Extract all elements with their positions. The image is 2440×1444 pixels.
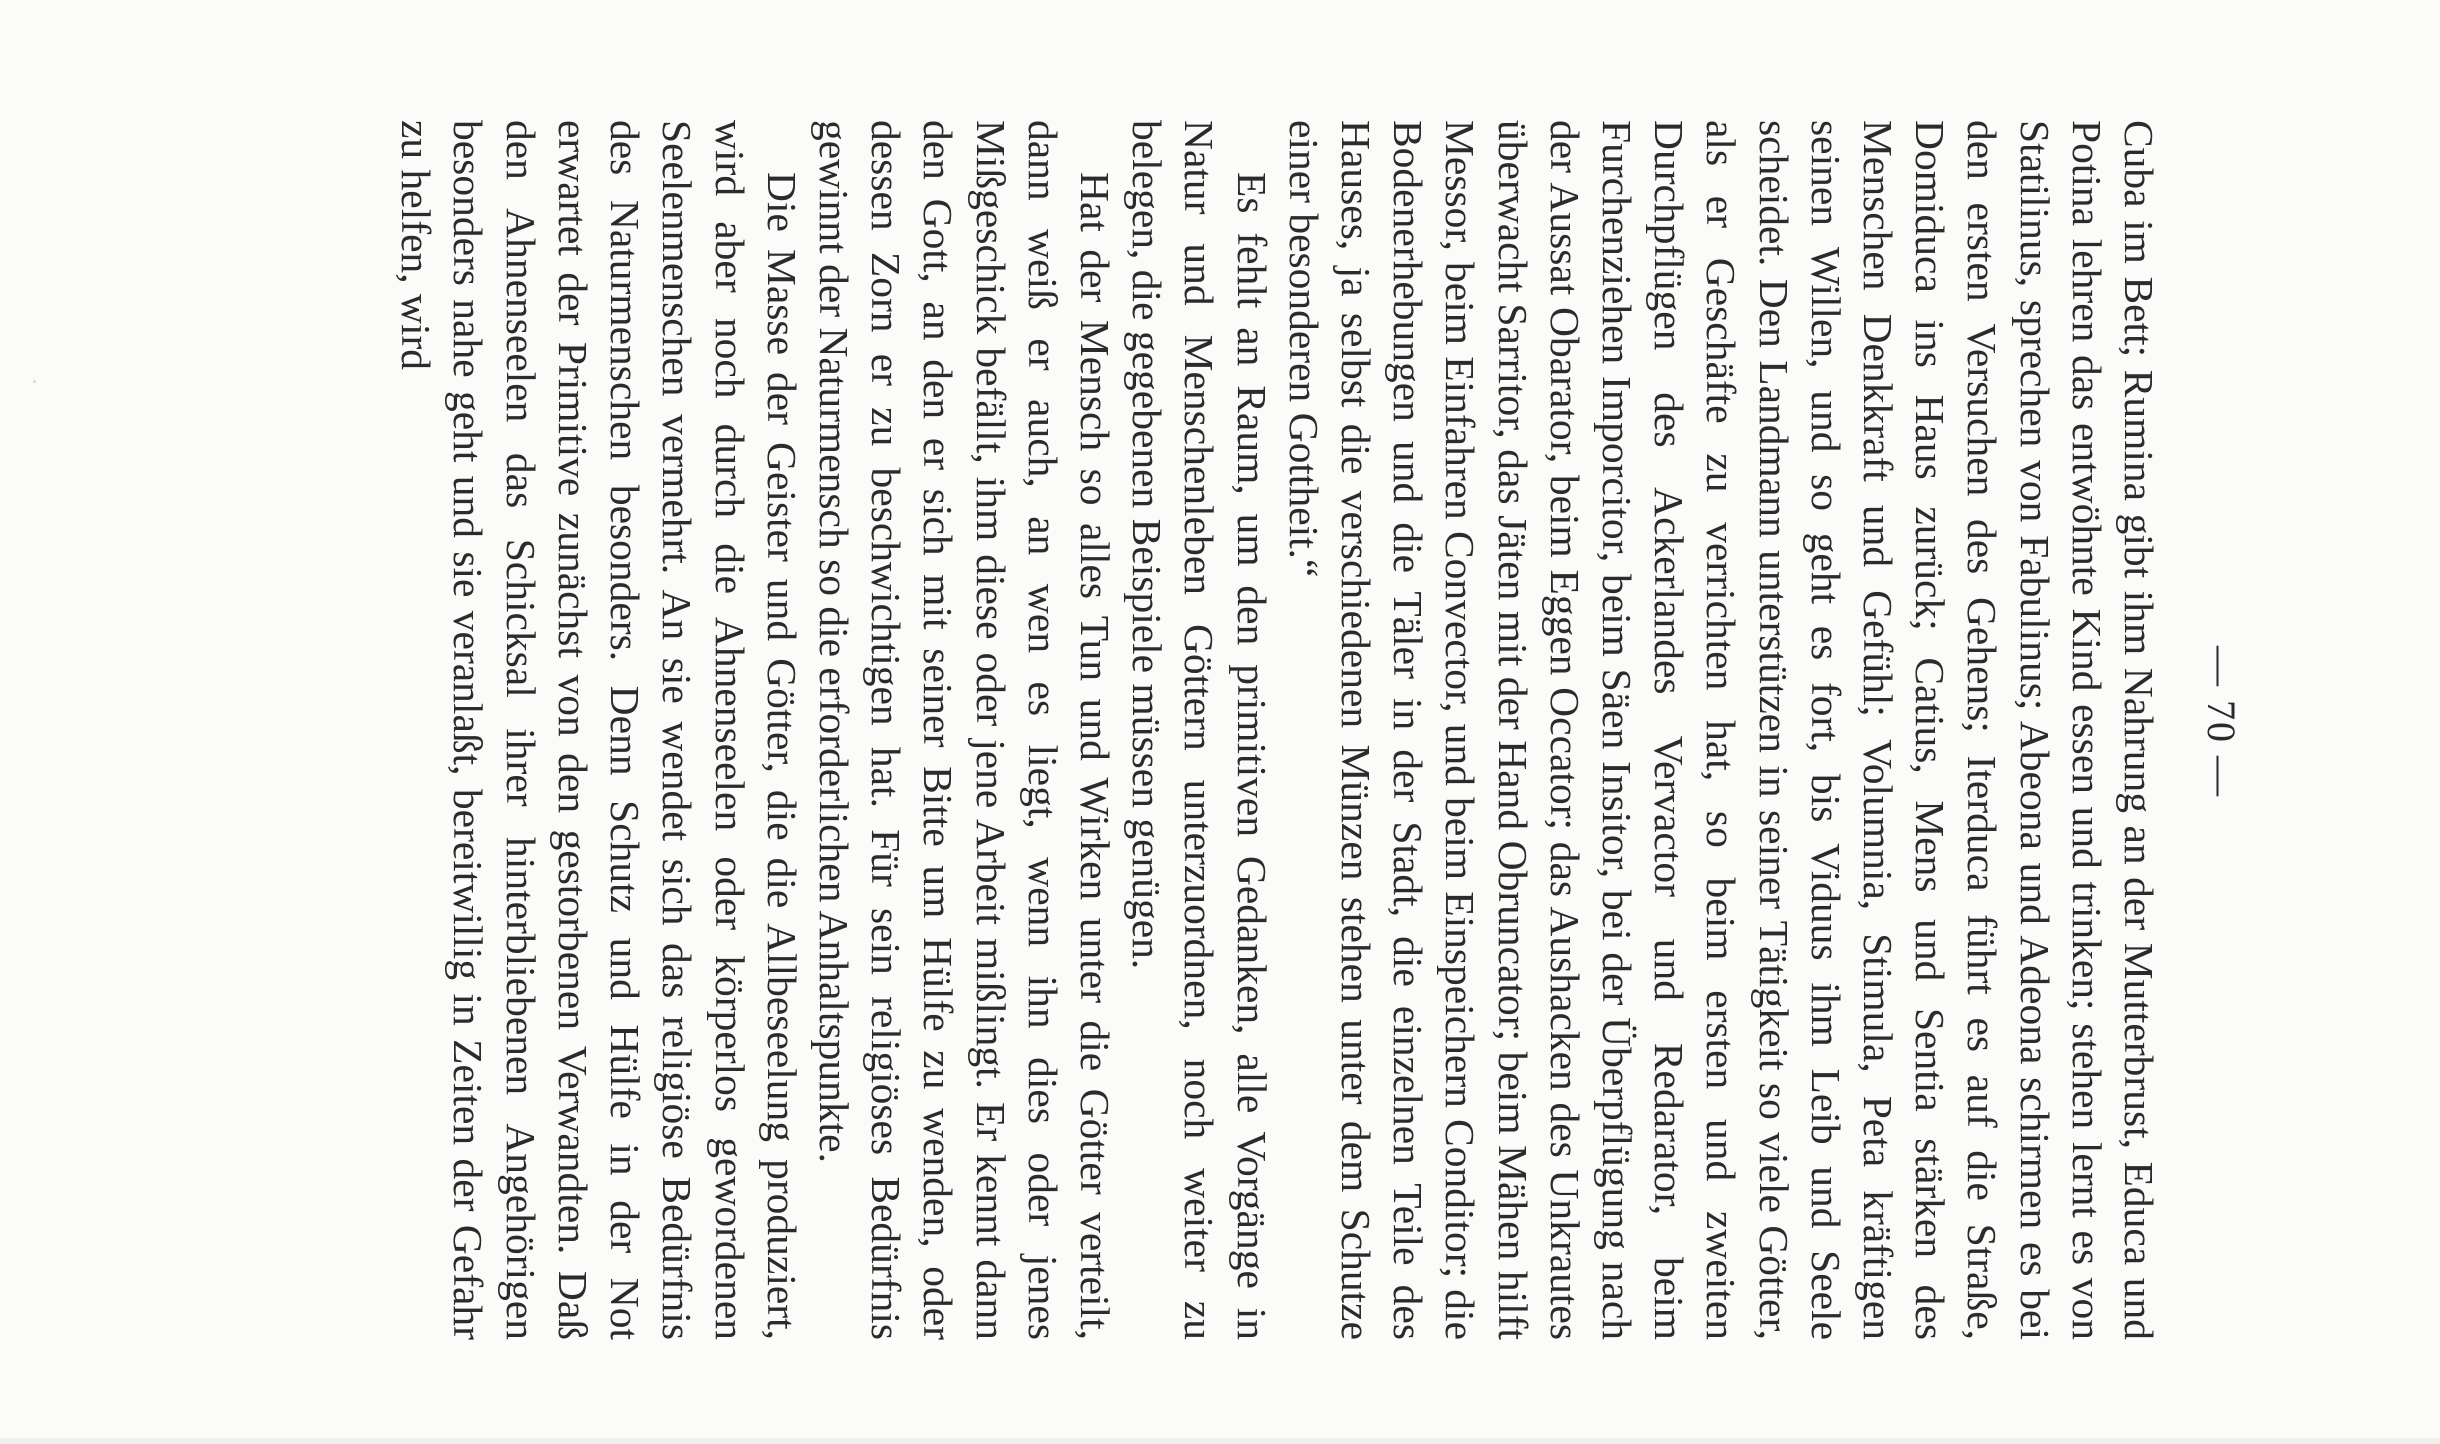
body-text bbox=[390, 120, 2165, 1340]
paragraph-continuation: Cuba im Bett; Rumina gibt ihm Nahrung an der Mutterbrust, Educa und Potina lehren das entwöhnte Kind essen und trinken; stehen lernt es von Statilinus, sprechen von Fabulinus; Abeona und Adeona schirmen es bei den ersten Versuchen des Gehens; Iterduca führt es auf die Straße, Domiduca ins Haus zurück; Catius, Mens und Sentia stärken des Menschen Denkkraft und Gefühl; Volumnia, Stimula, Peta kräftigen seinen Willen, und so geht es fort, bis Viduus ihm Leib und Seele scheidet. Den Landmann unterstützen in seiner Tätigkeit so viele Götter, als er Geschäfte zu verrichten hat, so beim ersten und zweiten Durchpflügen des Ackerlandes Vervactor und Redarator, beim Furchenziehen Imporcitor, beim Säen Insitor, bei der Überpflügung nach der Aussat Obarator, beim Eggen Occator; das Aushacken des Unkrautes überwacht Sarritor, das Jäten mit der Hand Obruncator; beim Mähen hilft Messor, beim Einfahren Convector, und beim Einspeichern Conditor; die Bodenerhebungen und die Täler in der Stadt, die einzelnen Teile des Hauses, ja selbst die verschiedenen Münzen stehen unter dem Schutze einer besonderen Gottheit.“ bbox=[1280, 120, 2162, 1340]
paragraph: Die Masse der Geister und Götter, die die Allbeseelung produziert, wird aber noch durch die Ahnenseelen oder körperlos gewordenen Seelenmenschen vermehrt. An sie wendet sich das religiöse Bedürfnis des Naturmenschen besonders. Denn Schutz und Hülfe in der Not erwartet der Primitive zunächst von den gestorbenen Verwandten. Daß den Ahnenseelen das Schicksal ihrer hinterbliebenen Angehörigen besonders nahe geht und sie veranlaßt, bereitwillig in Zeiten der Gefahr zu helfen, wird bbox=[393, 120, 805, 1340]
scan-bottom-edge bbox=[0, 1438, 2440, 1444]
paragraph: Hat der Mensch so alles Tun und Wirken unter die Götter verteilt, dann weiß er auch, an wen es liegt, wenn ihn dies oder jenes Mißgeschick befällt, ihm diese oder jene Arbeit mißlingt. Er kennt dann den Gott, an den er sich mit seiner Bitte um Hülfe zu wenden, oder dessen Zorn er zu beschwichtigen hat. Für sein religiöses Bedürfnis gewinnt der Naturmensch so die erforderlichen Anhaltspunkte. bbox=[810, 120, 1118, 1340]
paragraph: Es fehlt an Raum, um den primitiven Gedanken, alle Vorgänge in Natur und Menschenleben Göttern unterzuordnen, noch weiter zu belegen, die gegebenen Beispiele müssen genügen. bbox=[1124, 120, 1275, 1340]
page-number: — 70 — bbox=[2199, 646, 2244, 798]
rotated-book-page bbox=[155, 0, 2285, 1444]
scan-speck bbox=[33, 380, 36, 383]
